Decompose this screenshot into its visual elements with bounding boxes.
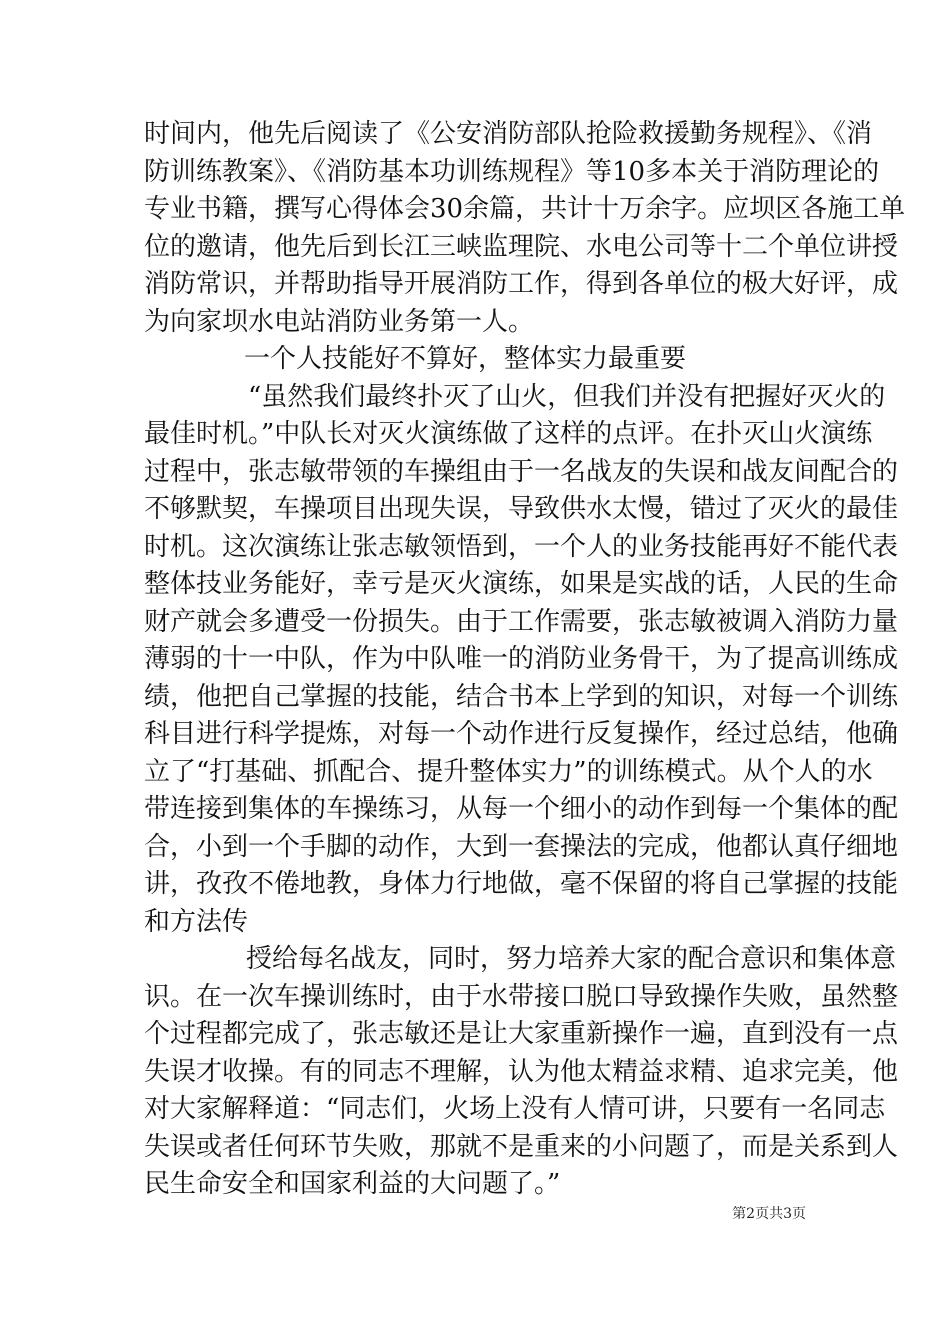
text-line: “虽然我们最终扑灭了山火，但我们并没有把握好灭火的 xyxy=(248,382,886,412)
text-line: 薄弱的十一中队，作为中队唯一的消防业务骨干，为了提高训练成 xyxy=(144,644,899,674)
text-line: 消防常识，并帮助指导开展消防工作，得到各单位的极大好评，成 xyxy=(144,269,899,299)
text-line: 专业书籍，撰写心得体会30余篇，共计十万余字。应坝区各施工单 xyxy=(144,194,906,224)
text-line: 财产就会多遭受一份损失。由于工作需要，张志敏被调入消防力量 xyxy=(144,607,899,637)
text-line: 合，小到一个手脚的动作，大到一套操法的完成，他都认真仔细地 xyxy=(144,832,899,862)
text-line: 绩，他把自己掌握的技能，结合书本上学到的知识，对每一个训练 xyxy=(144,682,899,712)
text-line: 最佳时机。”中队长对灭火演练做了这样的点评。在扑灭山火演练 xyxy=(144,419,873,449)
text-line: 授给每名战友，同时，努力培养大家的配合意识和集体意 xyxy=(246,944,897,974)
text-line: 不够默契，车操项目出现失误，导致供水太慢，错过了灭火的最佳 xyxy=(144,494,899,524)
text-line: 整体技业务能好，幸亏是灭火演练，如果是实战的话，人民的生命 xyxy=(144,569,899,599)
text-line: 失误才收操。有的同志不理解，认为他太精益求精、追求完美，他 xyxy=(144,1057,899,1087)
page-number: 第2页共3页 xyxy=(732,1206,806,1222)
text-line: 讲，孜孜不倦地教，身体力行地做，毫不保留的将自己掌握的技能 xyxy=(144,869,899,899)
text-line: 带连接到集体的车操练习，从每一个细小的动作到每一个集体的配 xyxy=(144,794,899,824)
text-line: 为向家坝水电站消防业务第一人。 xyxy=(144,307,535,337)
text-line: 时机。这次演练让张志敏领悟到，一个人的业务技能再好不能代表 xyxy=(144,532,899,562)
text-line: 防训练教案》、《消防基本功训练规程》等10多本关于消防理论的 xyxy=(144,157,880,187)
text-line: 失误或者任何环节失败，那就不是重来的小问题了，而是关系到人 xyxy=(144,1132,899,1162)
text-line: 和方法传 xyxy=(144,907,249,937)
text-line: 对大家解释道：“同志们，火场上没有人情可讲，只要有一名同志 xyxy=(144,1094,886,1124)
text-line: 位的邀请，他先后到长江三峡监理院、水电公司等十二个单位讲授 xyxy=(144,232,899,262)
text-line: 科目进行科学提炼，对每一个动作进行反复操作，经过总结，他确 xyxy=(144,719,899,749)
text-line: 立了“打基础、抓配合、提升整体实力”的训练模式。从个人的水 xyxy=(144,757,873,787)
text-line: 识。在一次车操训练时，由于水带接口脱口导致操作失败，虽然整 xyxy=(144,982,899,1012)
text-line: 过程中，张志敏带领的车操组由于一名战友的失误和战友间配合的 xyxy=(144,457,899,487)
text-line: 时间内，他先后阅读了《公安消防部队抢险救援勤务规程》、《消 xyxy=(144,119,873,149)
text-line: 个过程都完成了，张志敏还是让大家重新操作一遍，直到没有一点 xyxy=(144,1019,899,1049)
text-line: 民生命安全和国家利益的大问题了。” xyxy=(144,1169,561,1199)
section-heading: 一个人技能好不算好，整体实力最重要 xyxy=(244,344,687,374)
